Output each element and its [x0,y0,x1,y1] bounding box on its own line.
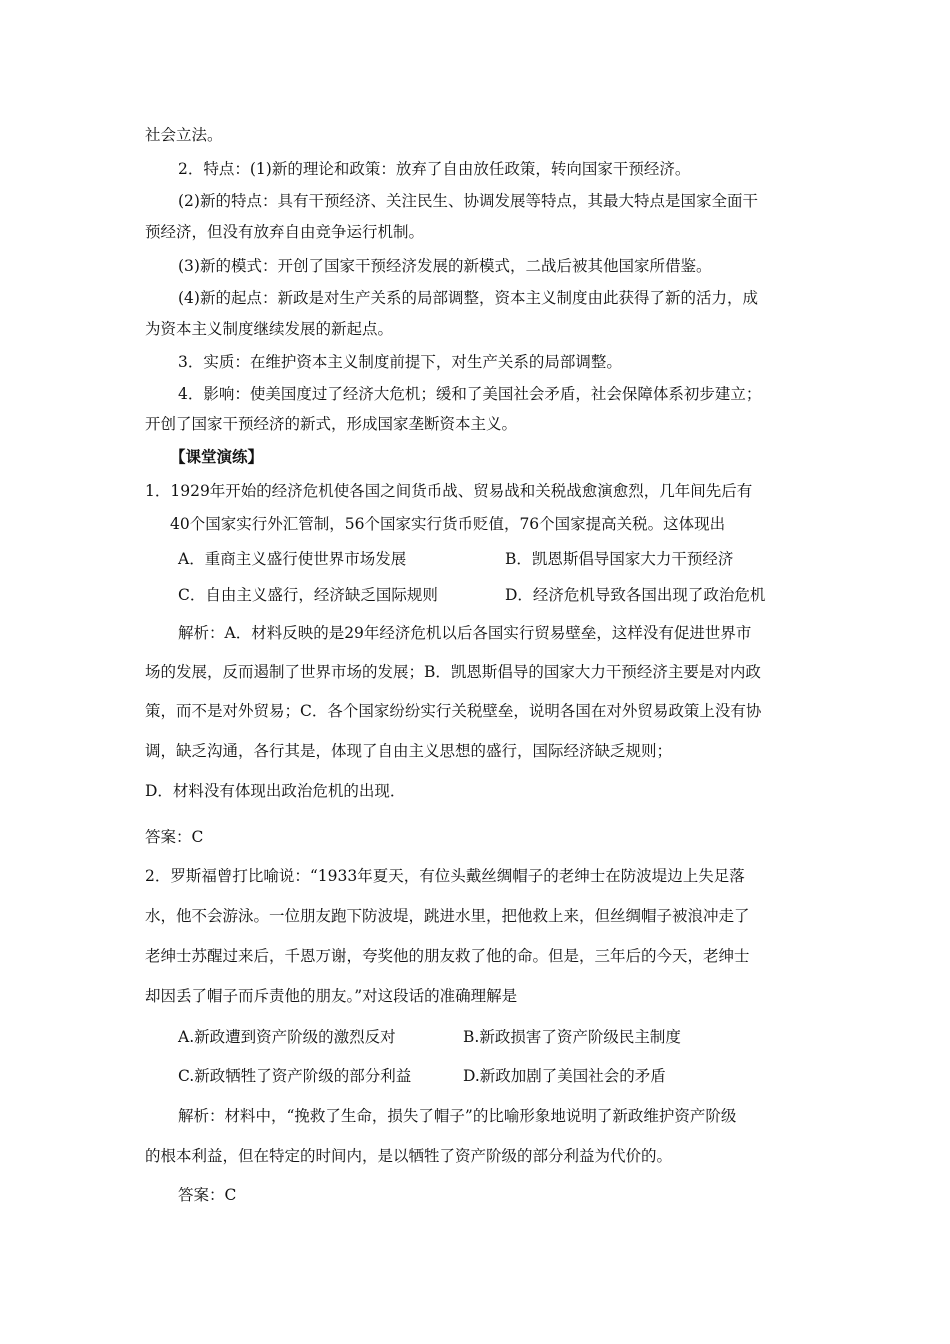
q1-option-c: C．自由主义盛行，经济缺乏国际规则 [178,586,438,604]
q2-stem-line3: 老绅士苏醒过来后，千恩万谢，夸奖他的朋友救了他的命。但是，三年后的今天，老绅士 [145,947,750,965]
point-3-essence: 3．实质：在维护资本主义制度前提下，对生产关系的局部调整。 [178,353,622,371]
point-2-4-line2: 为资本主义制度继续发展的新起点。 [145,320,394,338]
q2-option-b: B.新政损害了资产阶级民主制度 [463,1028,681,1046]
point-2-4-line1: (4)新的起点：新政是对生产关系的局部调整，资本主义制度由此获得了新的活力，成 [178,289,758,307]
q2-analysis-line2: 的根本利益，但在特定的时间内，是以牺牲了资产阶级的部分利益为代价的。 [145,1147,673,1165]
q1-option-a: A．重商主义盛行使世界市场发展 [178,550,407,568]
point-2-2-line2: 预经济，但没有放弃自由竞争运行机制。 [145,223,425,241]
q2-option-a: A.新政遭到资产阶级的激烈反对 [178,1028,396,1046]
q2-option-c: C.新政牺牲了资产阶级的部分利益 [178,1067,412,1085]
q2-stem-line2: 水，他不会游泳。一位朋友跑下防波堤，跳进水里，把他救上来，但丝绸帽子被浪冲走了 [145,907,750,925]
q1-stem-line2: 40个国家实行外汇管制，56个国家实行货币贬值，76个国家提高关税。这体现出 [170,515,726,533]
intro-line: 社会立法。 [145,126,223,144]
q1-analysis-line2: 场的发展，反而遏制了世界市场的发展；B．凯恩斯倡导的国家大力干预经济主要是对内政 [145,663,761,681]
point-2-2-line1: (2)新的特点：具有干预经济、关注民生、协调发展等特点，其最大特点是国家全面干 [178,192,758,210]
q2-option-d: D.新政加剧了美国社会的矛盾 [463,1067,666,1085]
q1-analysis-line3: 策，而不是对外贸易；C．各个国家纷纷实行关税壁垒，说明各国在对外贸易政策上没有协 [145,702,762,720]
q2-analysis-line1: 解析：材料中，“挽救了生命，损失了帽子”的比喻形象地说明了新政维护资产阶级 [178,1107,737,1125]
q2-stem-line1: 2．罗斯福曾打比喻说：“1933年夏天，有位头戴丝绸帽子的老绅士在防波堤边上失足落 [145,867,745,885]
q1-option-d: D．经济危机导致各国出现了政治危机 [505,586,766,604]
q2-stem-line4: 却因丢了帽子而斥责他的朋友。”对这段话的准确理解是 [145,987,518,1005]
section-title: 【课堂演练】 [170,447,264,466]
point-4-impact-line1: 4．影响：使美国度过了经济大危机；缓和了美国社会矛盾，社会保障体系初步建立； [178,385,762,403]
q1-analysis-line4: 调，缺乏沟通，各行其是，体现了自由主义思想的盛行，国际经济缺乏规则； [145,742,673,760]
q2-answer: 答案：C [178,1186,237,1204]
q1-option-b: B．凯恩斯倡导国家大力干预经济 [505,550,734,568]
q1-stem-line1: 1．1929年开始的经济危机使各国之间货币战、贸易战和关税战愈演愈烈，几年间先后有 [145,482,753,500]
point-2-features: 2．特点：(1)新的理论和政策：放弃了自由放任政策，转向国家干预经济。 [178,160,691,178]
q1-analysis-line5: D．材料没有体现出政治危机的出现． [145,782,406,800]
point-4-impact-line2: 开创了国家干预经济的新式，形成国家垄断资本主义。 [145,415,518,433]
q1-answer: 答案：C [145,828,204,846]
point-2-3: (3)新的模式：开创了国家干预经济发展的新模式，二战后被其他国家所借鉴。 [178,257,712,275]
q1-analysis-line1: 解析：A．材料反映的是29年经济危机以后各国实行贸易壁垒，这样没有促进世界市 [178,624,752,642]
